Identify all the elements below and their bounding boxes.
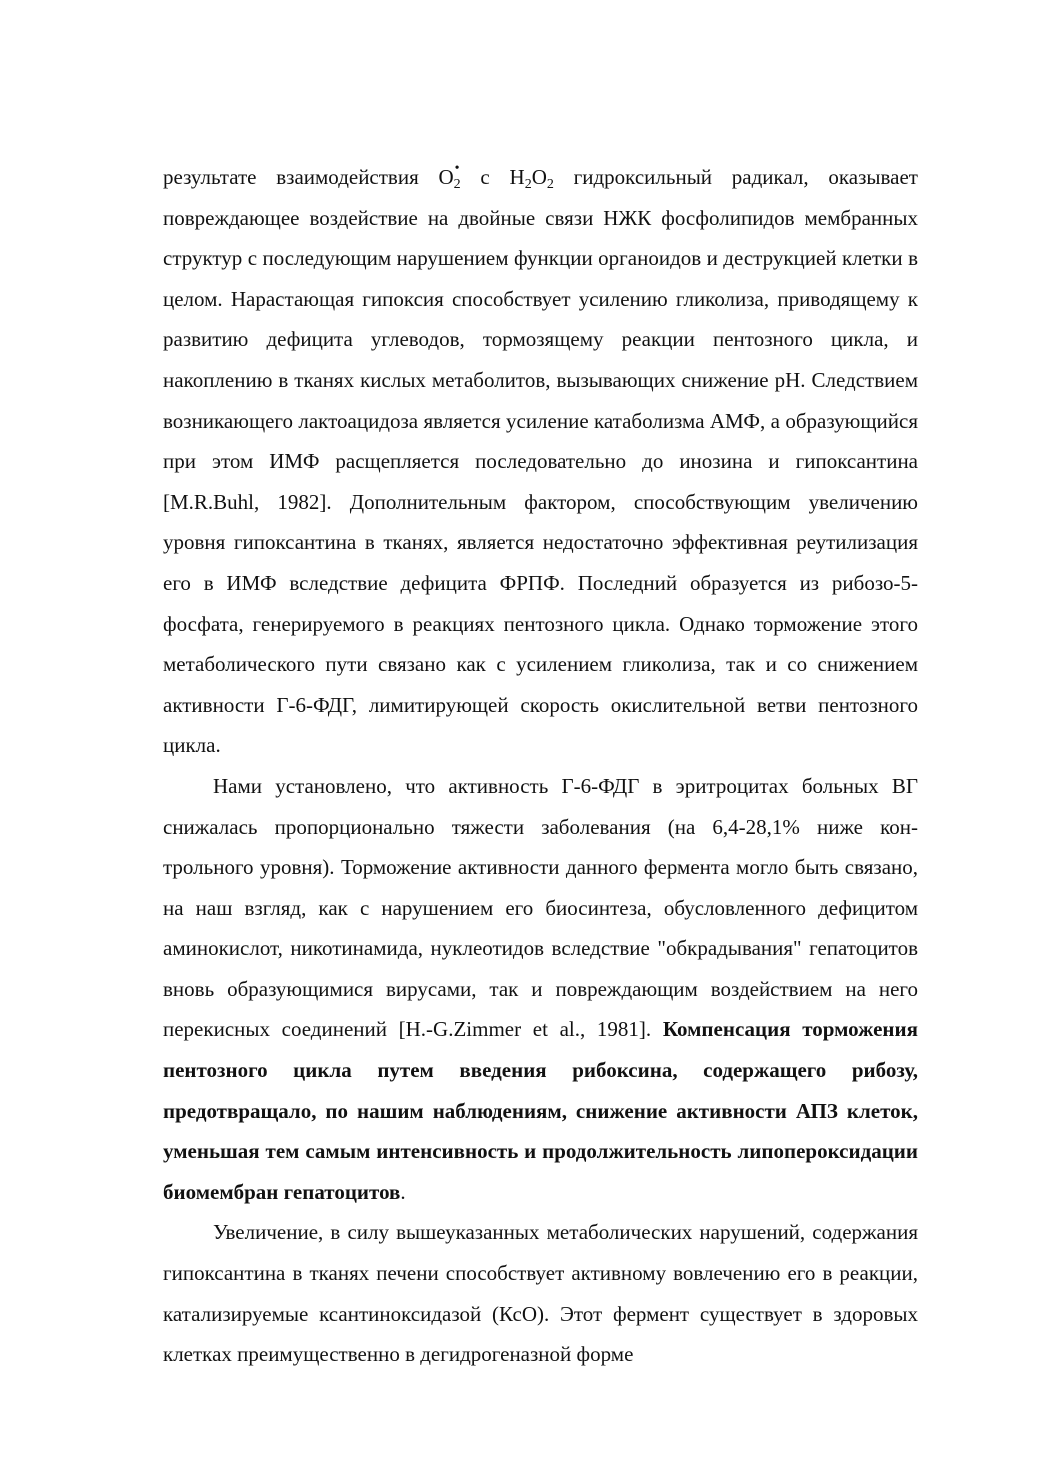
paragraph-2-bold-text: Компенсация торможения пентозного цикла путем введения рибоксина, содержащего рибозу, предотвращало, по нашим наблюдениям, снижение активности АПЗ клеток, уменьшая тем самым интенсивность и продолжительность липопероксидации биомембран гепатоцитов bbox=[163, 1017, 918, 1204]
paragraph-1-with: с H bbox=[460, 165, 525, 189]
paragraph-1: результате взаимодействия O • 2 с $H_2O_2$ гидроксильный радикал, оказывает повреждающее воздействие на двойные связи НЖК фосфолипидов мембранных структур с последующим нарушением функции органоидов и деструкцией клетки в целом. Нарастающая гипоксия способствует усилению гликолиза, приводящему к развитию дефицита углеводов, тормозящему реакции пентозного цикла, и накоплению в тканях кислых метаболитов, вызывающих снижение рН. Следствием возникающего лактоацидоза является усиление катаболизма АМФ, а образующийся при этом ИМФ расщепляется последовательно до инозина и гипоксантина [M.R.Buhl, 1982]. Дополнительным фактором, способствующим увеличению уровня гипоксантина в тканях, является недостаточно эффективная реутилизация его в ИМФ вследствие дефицита ФРПФ. Последний образуется из рибозо-5-фосфата, генерируемого в реакциях пентозного цикла. Однако торможение этого метаболического пути связано как с усилением гликолиза, так и со снижением активности Г-6-ФДГ, лимитирующей скорость окислительной ветви пентозного цикла. bbox=[163, 161, 918, 758]
paragraph-2-end: . bbox=[400, 1179, 406, 1204]
paragraph-1-start: результате взаимодействия O bbox=[163, 165, 454, 189]
paragraph-2-text: Нами установлено, что активность Г-6-ФДГ в эритроцитах больных ВГ снижалась пропорционально тяжести заболевания (на 6,4-28,1% ниже контрольного уровня). Торможение активности данного фермента могло быть связано, на наш взгляд, как с нарушением его биосинтеза, обусловленного дефицитом аминокислот, никотинамида, нуклеотидов вследствие "обкрадывания" гепатоцитов вновь образующимися вирусами, так и повреждающим воздействием на него перекисных соединений [H.-G.Zimmer et al., 1981]. bbox=[163, 773, 918, 1042]
paragraph-3: Увеличение, в силу вышеуказанных метаболических нарушений, содержания гипоксантина в тканях печени способствует активному вовлечению его в реакции, катализируемые ксантиноксидазой (КсО). Этот фермент существует в здоровых клетках преимущественно в дегидрогеназной форме bbox=[163, 1220, 918, 1367]
oxygen-index: 2 bbox=[453, 177, 461, 192]
oxygen-subscript: 2 bbox=[546, 177, 554, 192]
paragraph-1-oxygen: O bbox=[531, 165, 547, 189]
paragraph-1-body: гидроксильный радикал, оказывает повреждающее воздействие на двойные связи НЖК фосфолипидов мембранных структур с последующим нарушением функции органоидов и деструкцией клетки в целом. Нарастающая гипоксия способствует усилению гликолиза, приводящему к развитию дефицита углеводов, тормозящему реакции пентозного цикла, и накоплению в тканях кислых метаболитов, вызывающих снижение рН. Следствием возникающего лактоацидоза является усиление катаболизма АМФ, а образующийся при этом ИМФ расщепляется последовательно до инозина и гипоксантина [M.R.Buhl, 1982]. Дополнительным фактором, способствующим увеличению уровня гипоксантина в тканях, является недостаточно эффективная реутилизация его в ИМФ вследствие дефицита ФРПФ. Последний образуется из рибозо-5-фосфата, генерируемого в реакциях пентозного цикла. Однако торможение этого метаболического пути связано как с усилением гликолиза, так и со снижением активности Г-6-ФДГ, лимитирующей скорость окислительной ветви пентозного цикла. bbox=[163, 165, 918, 758]
document-page bbox=[163, 157, 918, 1375]
hydrogen-subscript: 2 bbox=[524, 177, 532, 192]
paragraph-2 bbox=[163, 766, 918, 1213]
